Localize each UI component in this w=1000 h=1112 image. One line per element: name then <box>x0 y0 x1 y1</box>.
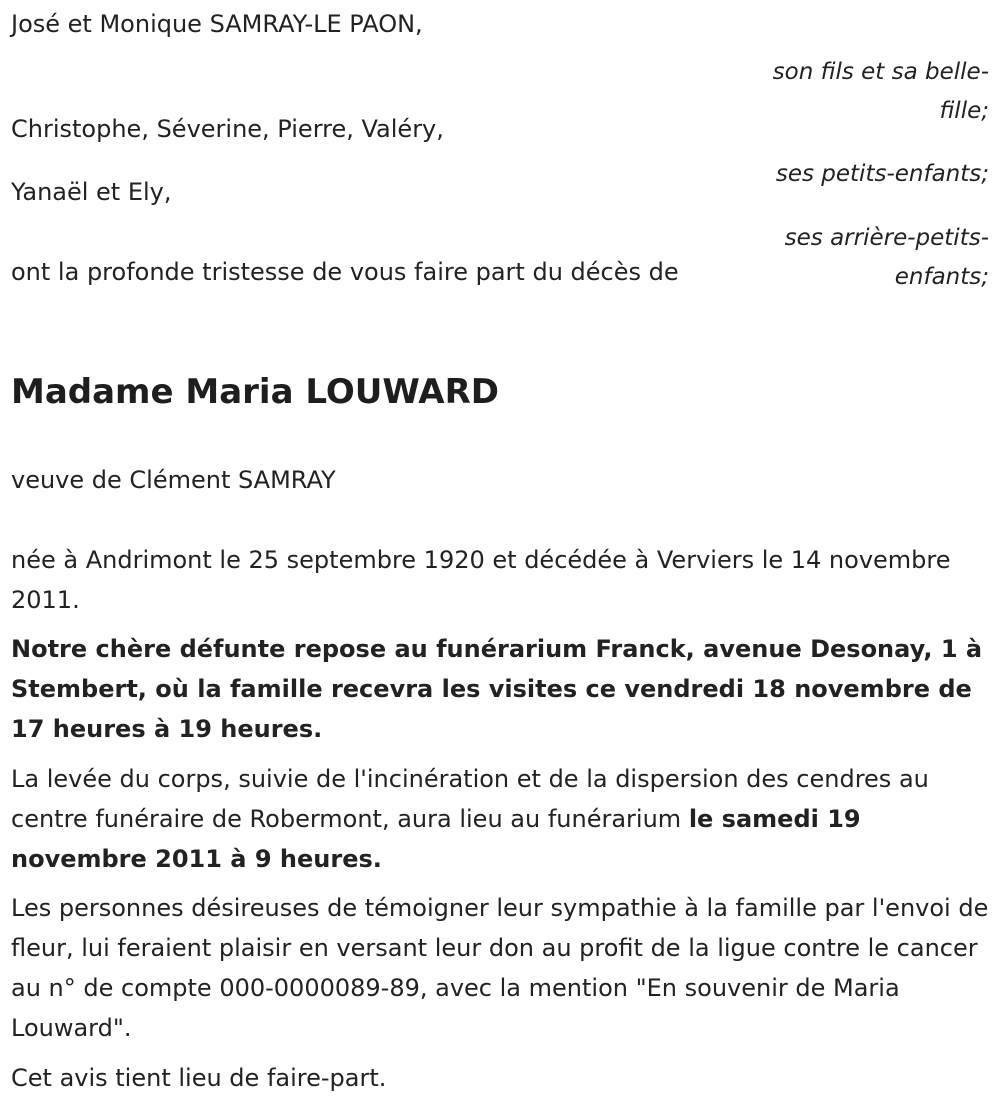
deceased-name: Madame Maria LOUWARD <box>11 372 500 412</box>
family-relation-3: ses arrière-petits-enfants; <box>784 225 989 290</box>
ceremony-text: La levée du corps, suivie de l'incinération et de la dispersion des cendres au centre funéraire de Robermont, aura lieu au funérarium <box>11 765 929 833</box>
birth-death-dates: née à Andrimont le 25 septembre 1920 et décédée à Verviers le 14 novembre 2011. <box>11 546 951 614</box>
closing-note: Cet avis tient lieu de faire-part. <box>11 1064 387 1092</box>
family-names-3: Yanaël et Ely, <box>11 178 172 206</box>
ceremony-info <box>11 759 991 879</box>
family-names-1: José et Monique SAMRAY-LE PAON, <box>11 10 423 38</box>
ceremony-date: le samedi 19 novembre 2011 à 9 heures. <box>11 805 861 873</box>
family-relation-2: ses petits-enfants; <box>775 161 989 187</box>
family-relation-1: son fils et sa belle-fille; <box>772 59 989 124</box>
visitation-info: Notre chère défunte repose au funérarium Franck, avenue Desonay, 1 à Stembert, où la famille recevra les visites ce vendredi 18 novembre de 17 heures à 19 heures. <box>11 635 983 743</box>
family-names-2: Christophe, Séverine, Pierre, Valéry, <box>11 115 444 143</box>
widow-of: veuve de Clément SAMRAY <box>11 466 336 494</box>
announcement-text: ont la profonde tristesse de vous faire part du décès de <box>11 258 679 286</box>
donation-info: Les personnes désireuses de témoigner leur sympathie à la famille par l'envoi de fleur, lui feraient plaisir en versant leur don au profit de la ligue contre le cancer au n° de compte 000-0000089-89, avec la mention "En souvenir de Maria Louward". <box>11 894 989 1042</box>
